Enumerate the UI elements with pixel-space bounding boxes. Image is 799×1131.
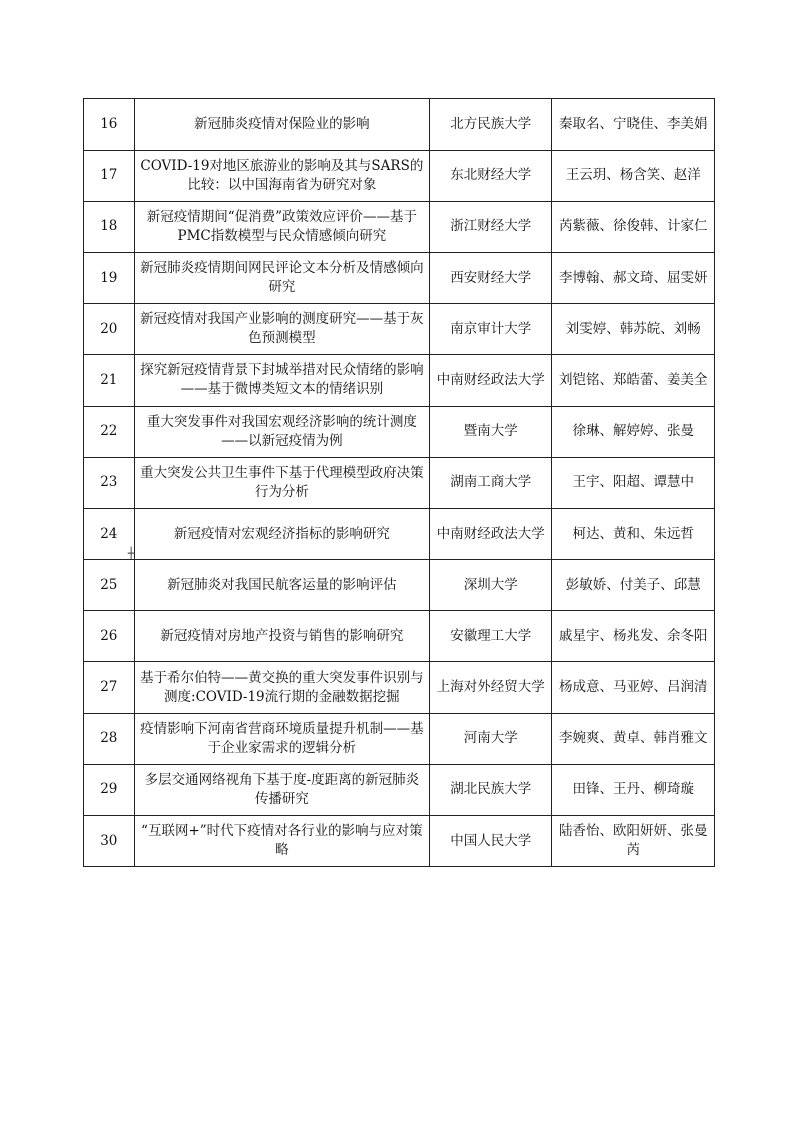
project-title: 重大突发公共卫生事件下基于代理模型政府决策行为分析 <box>134 457 429 508</box>
university-name: 湖北民族大学 <box>430 764 552 815</box>
university-name: 浙江财经大学 <box>430 201 552 252</box>
project-title: COVID-19对地区旅游业的影响及其与SARS的比较：以中国海南省为研究对象 <box>134 150 429 201</box>
author-names: 杨成意、马亚婷、吕润清 <box>552 662 715 713</box>
project-title: 新冠疫情期间“促消费”政策效应评价——基于PMC指数模型与民众情感倾向研究 <box>134 201 429 252</box>
project-title: 多层交通网络视角下基于度-度距离的新冠肺炎传播研究 <box>134 764 429 815</box>
row-number: 28 <box>84 713 135 764</box>
project-title: 探究新冠疫情背景下封城举措对民众情绪的影响——基于微博类短文本的情绪识别 <box>134 355 429 406</box>
project-title: 疫情影响下河南省营商环境质量提升机制——基于企业家需求的逻辑分析 <box>134 713 429 764</box>
university-name: 南京审计大学 <box>430 304 552 355</box>
row-number: 30 <box>84 816 135 867</box>
table-body <box>84 99 715 867</box>
row-number: 22 <box>84 406 135 457</box>
author-names: 李婉爽、黄卓、韩肖雅文 <box>552 713 715 764</box>
row-number: 18 <box>84 201 135 252</box>
row-number: 24 <box>84 508 135 559</box>
table-row <box>84 150 715 201</box>
row-number: 17 <box>84 150 135 201</box>
author-names: 李博翰、郝文琦、屈雯妍 <box>552 252 715 303</box>
table-row <box>84 713 715 764</box>
university-name: 北方民族大学 <box>430 99 552 151</box>
row-number: 27 <box>84 662 135 713</box>
table-row <box>84 816 715 867</box>
author-names: 秦取名、宁晓佳、李美娟 <box>552 99 715 151</box>
row-number: 25 <box>84 560 135 611</box>
author-names: 王云玥、杨含笑、赵洋 <box>552 150 715 201</box>
author-names: 芮紫薇、徐俊韩、计家仁 <box>552 201 715 252</box>
table-row <box>84 201 715 252</box>
university-name: 西安财经大学 <box>430 252 552 303</box>
row-number: 20 <box>84 304 135 355</box>
university-name: 暨南大学 <box>430 406 552 457</box>
university-name: 安徽理工大学 <box>430 611 552 662</box>
author-names: 柯达、黄和、朱远哲 <box>552 508 715 559</box>
table-row <box>84 457 715 508</box>
university-name: 深圳大学 <box>430 560 552 611</box>
table-row <box>84 508 715 559</box>
table-row <box>84 764 715 815</box>
university-name: 湖南工商大学 <box>430 457 552 508</box>
table-row <box>84 304 715 355</box>
university-name: 中南财经政法大学 <box>430 355 552 406</box>
author-names: 彭敏娇、付美子、邱慧 <box>552 560 715 611</box>
author-names: 刘铠铭、郑皓蕾、姜美全 <box>552 355 715 406</box>
author-names: 戚星宇、杨兆发、余冬阳 <box>552 611 715 662</box>
project-title: 新冠肺炎对我国民航客运量的影响评估 <box>134 560 429 611</box>
university-name: 河南大学 <box>430 713 552 764</box>
university-name: 东北财经大学 <box>430 150 552 201</box>
author-names: 徐琳、解婷婷、张曼 <box>552 406 715 457</box>
project-title: 重大突发事件对我国宏观经济影响的统计测度——以新冠疫情为例 <box>134 406 429 457</box>
row-number: 16 <box>84 99 135 151</box>
table-row <box>84 662 715 713</box>
table-row <box>84 99 715 151</box>
project-title: “互联网+”时代下疫情对各行业的影响与应对策略 <box>134 816 429 867</box>
row-number: 19 <box>84 252 135 303</box>
author-names: 王宇、阳超、谭慧中 <box>552 457 715 508</box>
university-name: 上海对外经贸大学 <box>430 662 552 713</box>
project-title: 新冠疫情对房地产投资与销售的影响研究 <box>134 611 429 662</box>
row-number: 29 <box>84 764 135 815</box>
table-row <box>84 355 715 406</box>
author-names: 刘雯婷、韩苏皖、刘畅 <box>552 304 715 355</box>
university-name: 中南财经政法大学 <box>430 508 552 559</box>
text-cursor-icon: ┼ <box>127 547 135 560</box>
author-names: 田锋、王丹、柳琦璇 <box>552 764 715 815</box>
row-number: 23 <box>84 457 135 508</box>
project-title: 基于希尔伯特——黄交换的重大突发事件识别与测度:COVID-19流行期的金融数据挖掘 <box>134 662 429 713</box>
table-row <box>84 252 715 303</box>
project-title: 新冠疫情对我国产业影响的测度研究——基于灰色预测模型 <box>134 304 429 355</box>
author-names: 陆香怡、欧阳妍妍、张曼芮 <box>552 816 715 867</box>
project-title: 新冠疫情对宏观经济指标的影响研究 <box>134 508 429 559</box>
row-number: 26 <box>84 611 135 662</box>
table-row <box>84 406 715 457</box>
row-number: 21 <box>84 355 135 406</box>
project-title: 新冠肺炎疫情对保险业的影响 <box>134 99 429 151</box>
table-row <box>84 560 715 611</box>
table-row <box>84 611 715 662</box>
results-table <box>83 98 715 867</box>
project-title: 新冠肺炎疫情期间网民评论文本分析及情感倾向研究 <box>134 252 429 303</box>
university-name: 中国人民大学 <box>430 816 552 867</box>
